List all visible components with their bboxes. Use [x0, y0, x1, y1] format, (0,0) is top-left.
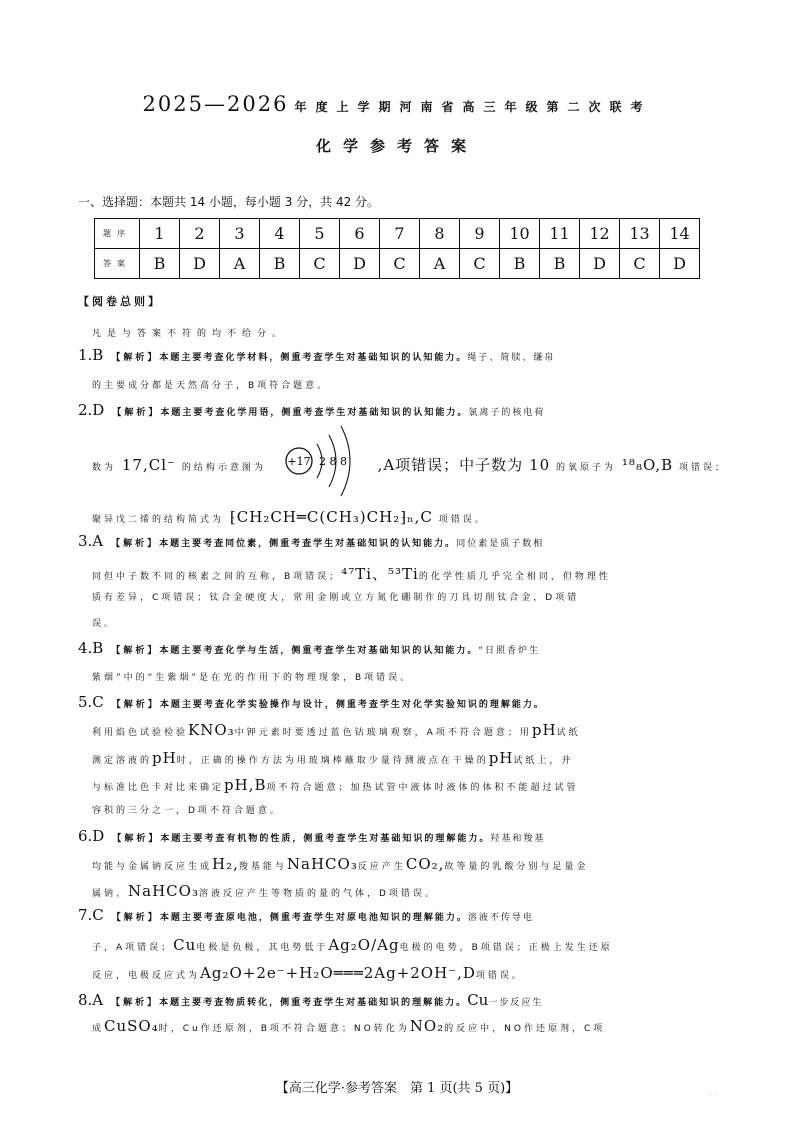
question-3-line-2	[92, 563, 712, 584]
formula: pH	[531, 721, 557, 739]
question-text: 绳子、简牍、缣帛	[467, 353, 556, 363]
question-5-head	[78, 693, 545, 711]
text: 同但中子数不同的核素之间的互称，B项错误；	[92, 572, 342, 582]
table-cell: B	[140, 249, 180, 279]
formula: NaHCO₃	[286, 855, 358, 873]
question-number: 1.B	[78, 346, 104, 364]
question-4-line-2: 紫烟”中的“生紫烟”是在光的作用下的物理现象，B项错误。	[92, 673, 413, 683]
text: 电极是负极，其电势低于	[196, 943, 329, 953]
table-cell: 10	[500, 219, 540, 249]
section-heading: 一、选择题：本题共 14 小题，每小题 3 分，共 42 分。	[78, 195, 380, 209]
table-cell: 1	[140, 219, 180, 249]
shell-electron-counts: 2 8 8	[319, 455, 347, 468]
formula: Ag₂O/Ag	[328, 936, 400, 954]
corner-mark: · ·	[708, 1090, 716, 1099]
formula: ⁴⁷Ti、⁵³Ti	[341, 565, 419, 583]
question-text: 一步反应生	[488, 998, 544, 1008]
formula: KNO₃	[188, 721, 235, 739]
text: 项错误。	[438, 515, 487, 525]
question-3-line-4: 误。	[92, 619, 117, 629]
table-cell: C	[620, 249, 660, 279]
table-cell: 13	[620, 219, 660, 249]
question-6-line-3	[92, 882, 712, 900]
question-3-line-3: 质有差异，C项错误；钛合金硬度大，常用金刚或立方氮化硼制作的刀具切削钛合金，D项错	[92, 593, 580, 603]
formula: pH	[152, 749, 177, 767]
question-summary: 本题主要考查物质转化，侧重考查学生对基础知识的理解能力。	[159, 998, 468, 1008]
table-cell: C	[300, 249, 340, 279]
question-7-head	[78, 906, 534, 924]
formula: NO₂	[409, 1017, 445, 1035]
question-7-line-3	[92, 964, 712, 982]
table-cell: B	[540, 249, 580, 279]
analysis-tag: 【解析】	[112, 408, 161, 418]
question-number: 8.A	[78, 991, 104, 1009]
text: 故等量的乳酸分别与足量金	[444, 862, 589, 872]
formula: Cu	[467, 991, 489, 1009]
formula: NaHCO₃	[128, 882, 199, 900]
question-6-line-2	[92, 855, 712, 873]
table-cell: D	[340, 249, 380, 279]
question-2-line-3	[92, 508, 712, 526]
grading-rules-text: 凡是与答案不符的均不给分。	[92, 329, 288, 339]
question-7-line-2	[92, 936, 712, 954]
question-summary: 本题主要考查化学用语，侧重考查学生对基础知识的认知能力。	[160, 408, 469, 418]
page-subtitle: 化学参考答案	[315, 137, 478, 155]
table-cell: 7	[380, 219, 420, 249]
question-number: 2.D	[78, 401, 105, 419]
text: 时，Cu作还原剂，B项不符合题意；NO转化为	[158, 1024, 410, 1034]
table-row-numbers	[95, 219, 700, 249]
question-text: 同位素是质子数相	[456, 539, 545, 549]
text: 利用焰色试验检验	[92, 728, 189, 738]
table-cell: D	[580, 249, 620, 279]
formula: pH	[488, 749, 514, 767]
formula: Ag₂O+2e⁻+H₂O═══2Ag+2OH⁻,D	[200, 964, 476, 982]
text: 时，正确的操作方法为用玻璃棒蘸取少量待测液点在干燥的	[176, 756, 489, 766]
table-cell: 11	[540, 219, 580, 249]
text: 试纸	[556, 728, 581, 738]
answer-table	[94, 218, 700, 279]
text: 的反应中，NO作还原剂，C项	[444, 1024, 606, 1034]
text: 均能与金属钠反应生成	[92, 862, 213, 872]
exam-year: 2025—2026	[142, 92, 289, 116]
table-cell: C	[460, 249, 500, 279]
question-3-head	[78, 532, 544, 550]
text: 项错误。	[475, 971, 524, 981]
text: 反应产生	[357, 862, 406, 872]
text: 聚异戊二烯的结构简式为	[92, 515, 225, 525]
exam-title	[0, 92, 794, 116]
text: 项不符合题意；加热试管中液体时液体的体积不能超过试管	[266, 783, 579, 793]
formula: H₂,	[212, 855, 239, 873]
chloride-ion-diagram	[283, 422, 373, 500]
table-cell: 9	[460, 219, 500, 249]
row-label-answer: 答案	[95, 249, 140, 279]
table-cell: 3	[220, 219, 260, 249]
question-1-head	[78, 346, 555, 364]
question-1-line-2: 的主要成分都是天然高分子，B项符合题意。	[92, 381, 330, 391]
question-summary: 本题主要考查化学实验操作与设计，侧重考查学生对化学实验知识的理解能力。	[159, 700, 545, 710]
question-5-line-4: 容积的三分之一，D项不符合题意。	[92, 806, 282, 816]
text: 的化学性质几乎完全相同，但物理性	[418, 572, 611, 582]
table-cell: 14	[660, 219, 700, 249]
text: 中钾元素时要透过蓝色钴玻璃观察，A项不符合题意；用	[234, 728, 532, 738]
text: 与标准比色卡对比来确定	[92, 783, 225, 793]
text: 的结构示意图为	[181, 463, 266, 473]
formula: ⁅CH₂CH═C(CH₃)CH₂⁆ₙ,C	[229, 508, 433, 526]
text: 项错误；	[679, 463, 728, 473]
nucleus-charge: +17	[287, 455, 311, 468]
question-8-head	[78, 991, 543, 1009]
analysis-tag: 【解析】	[111, 913, 160, 923]
analysis-tag: 【解析】	[111, 998, 160, 1008]
text: 的氧原子为	[556, 463, 617, 473]
table-cell: 8	[420, 219, 460, 249]
text: 属钠、	[92, 889, 129, 899]
question-number: 6.D	[78, 827, 105, 845]
question-summary: 本题主要考查化学与生活，侧重考查学生对基础知识的认知能力。	[159, 646, 479, 656]
question-8-line-2	[92, 1017, 712, 1035]
analysis-tag: 【解析】	[112, 834, 161, 844]
question-2-line-2	[92, 454, 728, 475]
table-cell: D	[660, 249, 700, 279]
table-cell: 6	[340, 219, 380, 249]
page-footer: 【高三化学·参考答案 第 1 页(共 5 页)】	[275, 1081, 519, 1096]
question-5-line-3	[92, 776, 712, 794]
table-cell: 4	[260, 219, 300, 249]
question-number: 4.B	[78, 639, 104, 657]
question-number: 5.C	[78, 693, 104, 711]
question-5-line-2	[92, 749, 712, 767]
row-label-number: 题序	[95, 219, 140, 249]
formula: CO₂,	[405, 855, 445, 873]
question-4-head	[78, 639, 540, 657]
table-cell: B	[500, 249, 540, 279]
question-text: 溶液不传导电	[467, 913, 534, 923]
table-row-answers	[95, 249, 700, 279]
table-cell: A	[220, 249, 260, 279]
question-number: 3.A	[78, 532, 104, 550]
analysis-tag: 【解析】	[111, 353, 160, 363]
analysis-tag: 【解析】	[111, 646, 160, 656]
formula: Cu	[173, 936, 197, 954]
formula: 10	[529, 456, 551, 474]
table-cell: 2	[180, 219, 220, 249]
grading-rules-heading: 【阅卷总则】	[78, 295, 162, 308]
question-text: “日照香炉生	[478, 646, 541, 656]
question-summary: 本题主要考查原电池，侧重考查学生对原电池知识的理解能力。	[159, 913, 468, 923]
text: 反应，电极反应式为	[92, 971, 201, 981]
question-text: 氯离子的核电荷	[468, 408, 546, 418]
formula: pH,B	[224, 776, 267, 794]
exam-title-rest: 年度上学期河南省高三年级第二次联考	[294, 100, 652, 114]
question-text: 羟基和羧基	[490, 834, 546, 844]
text: 电极的电势，B项错误；正极上发生还原	[399, 943, 613, 953]
analysis-tag: 【解析】	[111, 539, 160, 549]
question-2-head	[78, 401, 545, 419]
question-summary: 本题主要考查有机物的性质，侧重考查学生对基础知识的理解能力。	[160, 834, 491, 844]
table-cell: A	[420, 249, 460, 279]
table-cell: 12	[580, 219, 620, 249]
text: 成	[92, 1024, 105, 1034]
text: 溶液反应产生等物质的量的气体，D项错误。	[198, 889, 437, 899]
table-cell: 5	[300, 219, 340, 249]
text: 测定溶液的	[92, 756, 153, 766]
table-cell: D	[180, 249, 220, 279]
formula: 17,Cl⁻	[121, 456, 176, 474]
text: 羧基能与	[238, 862, 287, 872]
formula: CuSO₄	[104, 1017, 159, 1035]
question-summary: 本题主要考查化学材料，侧重考查学生对基础知识的认知能力。	[159, 353, 468, 363]
analysis-tag: 【解析】	[111, 700, 160, 710]
question-number: 7.C	[78, 906, 104, 924]
text: 试纸上，并	[513, 756, 574, 766]
question-summary: 本题主要考查同位素，侧重考查学生对基础知识的认知能力。	[159, 539, 457, 549]
question-6-head	[78, 827, 545, 845]
table-cell: B	[260, 249, 300, 279]
formula: ¹⁸₈O,B	[621, 456, 674, 474]
text: 数为	[92, 463, 117, 473]
table-cell: C	[380, 249, 420, 279]
text: 子，A项错误；	[92, 943, 174, 953]
formula: ,A项错误；中子数为	[377, 456, 524, 474]
question-5-line-1	[92, 721, 712, 739]
